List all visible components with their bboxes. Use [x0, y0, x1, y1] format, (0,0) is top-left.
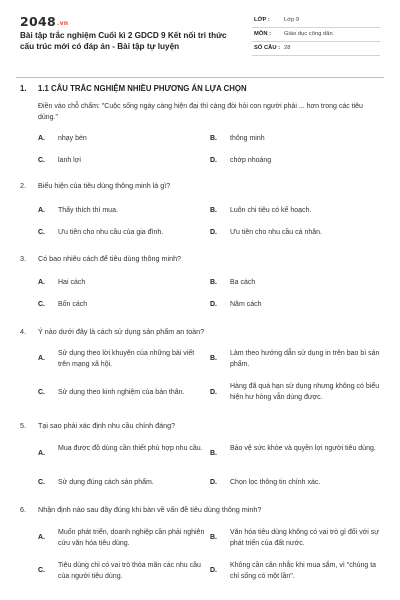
option-text: chớp nhoáng: [230, 157, 272, 164]
option-text: Muốn phát triển, doanh nghiệp cần phải nghiên cứu văn hóa tiêu dùng.: [58, 529, 205, 547]
option-text: Hàng đã quá hạn sử dụng nhưng không có biểu hiện hư hỏng vẫn dùng được.: [230, 383, 380, 401]
option-label: A.: [38, 355, 45, 362]
meta-label: LỚP :: [254, 17, 270, 23]
option-text: Không cần cân nhắc khi mua sắm, vì "chúng ta chỉ sống có một lần".: [230, 562, 377, 580]
option-text: Sử dụng theo lời khuyên của những bài viết trên mạng xã hội.: [58, 350, 195, 368]
question-text: [20, 505, 380, 517]
question-1-text: Điền vào chỗ chấm: "Cuộc sống ngày càng hiện đại thì càng đòi hỏi con người phải ... hơn trong các tiêu dùng.": [38, 103, 363, 121]
meta-row-count: [252, 42, 380, 56]
question-number: 4.: [20, 327, 26, 336]
option-label: C.: [38, 229, 45, 236]
meta-table: [252, 14, 380, 56]
option-text: Sử dụng đúng cách sản phẩm.: [58, 479, 154, 486]
site-logo[interactable]: [20, 14, 68, 29]
option-label: C.: [38, 479, 45, 486]
option-label: C.: [38, 157, 45, 164]
question-4: [20, 327, 380, 401]
logo-text: 2048: [20, 14, 56, 29]
question-number: 2.: [20, 181, 26, 190]
meta-row-subject: [252, 28, 380, 42]
meta-label: SỐ CÂU :: [254, 45, 281, 51]
option-text: Năm cách: [230, 301, 262, 308]
option-label: A.: [38, 534, 45, 541]
document-title: Bài tập trắc nghiệm Cuối kì 2 GDCD 9 Kết nối tri thức cấu trúc mới có đáp án - Bài tập tự luyện: [20, 31, 227, 51]
option-label: D.: [210, 229, 217, 236]
document-header: [0, 0, 400, 72]
section-title: 1.1 CÂU TRẮC NGHIỆM NHIỀU PHƯƠNG ÁN LỰA CHỌN: [38, 84, 247, 93]
option-label: C.: [38, 389, 45, 396]
option-text: Chọn lọc thông tin chính xác.: [230, 479, 321, 486]
option-text: Luôn chi tiêu có kế hoạch.: [230, 207, 312, 214]
option-label: B.: [210, 450, 217, 457]
meta-value: Lớp 9: [284, 17, 300, 23]
option-text: Ưu tiên cho nhu cầu cá nhân.: [230, 229, 322, 236]
option-label: A.: [38, 135, 45, 142]
option-text: Sử dụng theo kinh nghiệm của bản thân.: [58, 389, 185, 396]
option-label: A.: [38, 450, 45, 457]
option-text: nhạy bén: [58, 135, 87, 142]
question-text: [20, 254, 380, 266]
question-2: [20, 181, 380, 236]
question-prompt: Ý nào dưới đây là cách sử dụng sản phẩm an toàn?: [38, 327, 205, 336]
option-label: C.: [38, 567, 45, 574]
option-text: Bảo vệ sức khỏe và quyền lợi người tiêu dùng.: [230, 445, 376, 452]
option-text: Ưu tiên cho nhu cầu của gia đình.: [58, 229, 164, 236]
option-label: B.: [210, 279, 217, 286]
option-text: Bốn cách: [58, 301, 88, 308]
option-text: Tiêu dùng chỉ có vai trò thỏa mãn các nhu cầu của người tiêu dùng.: [58, 562, 201, 580]
option-label: B.: [210, 207, 217, 214]
option-label: B.: [210, 135, 217, 142]
option-label: D.: [210, 301, 217, 308]
section-heading: [20, 84, 380, 93]
option-text: lanh lợi: [58, 157, 81, 164]
option-text: Hai cách: [58, 279, 86, 286]
meta-row-class: [252, 14, 380, 28]
meta-value: Giáo dục công dân: [284, 31, 333, 37]
question-prompt: Có bao nhiêu cách để tiêu dùng thông minh?: [38, 254, 182, 263]
question-text: [20, 421, 380, 433]
option-label: A.: [38, 279, 45, 286]
question-text: [20, 181, 380, 193]
option-text: thông minh: [230, 135, 265, 142]
question-prompt: Tại sao phải xác định nhu cầu chính đáng?: [38, 421, 176, 430]
question-6: [20, 505, 380, 580]
section-number: 1.: [20, 84, 27, 93]
option-label: D.: [210, 479, 217, 486]
option-text: Làm theo hướng dẫn sử dụng in trên bao bì sản phẩm.: [230, 350, 380, 368]
option-label: C.: [38, 301, 45, 308]
header-divider: [16, 77, 384, 78]
question-prompt: Nhận định nào sau đây đúng khi bàn về vấn đề tiêu dùng thông minh?: [38, 505, 262, 514]
meta-value: 28: [284, 45, 291, 51]
option-text: Ba cách: [230, 279, 256, 286]
question-number: 5.: [20, 421, 26, 430]
option-text: Văn hóa tiêu dùng không có vai trò gì đối với sự phát triển của đất nước.: [230, 529, 379, 547]
option-text: Thấy thích thì mua.: [58, 207, 118, 214]
option-label: D.: [210, 389, 217, 396]
logo-tld: .vn: [57, 20, 69, 27]
meta-label: MÔN :: [254, 31, 272, 37]
question-number: 6.: [20, 505, 26, 514]
question-5: [20, 421, 380, 486]
option-label: D.: [210, 567, 217, 574]
question-number: 3.: [20, 254, 26, 263]
option-label: B.: [210, 534, 217, 541]
question-text: [20, 327, 380, 339]
question-prompt: Biểu hiện của tiêu dùng thông minh là gì?: [38, 181, 171, 190]
option-text: Mua được đồ dùng cần thiết phù hợp nhu cầu.: [58, 445, 203, 452]
question-3: [20, 254, 380, 308]
option-label: B.: [210, 355, 217, 362]
option-label: A.: [38, 207, 45, 214]
option-label: D.: [210, 157, 217, 164]
